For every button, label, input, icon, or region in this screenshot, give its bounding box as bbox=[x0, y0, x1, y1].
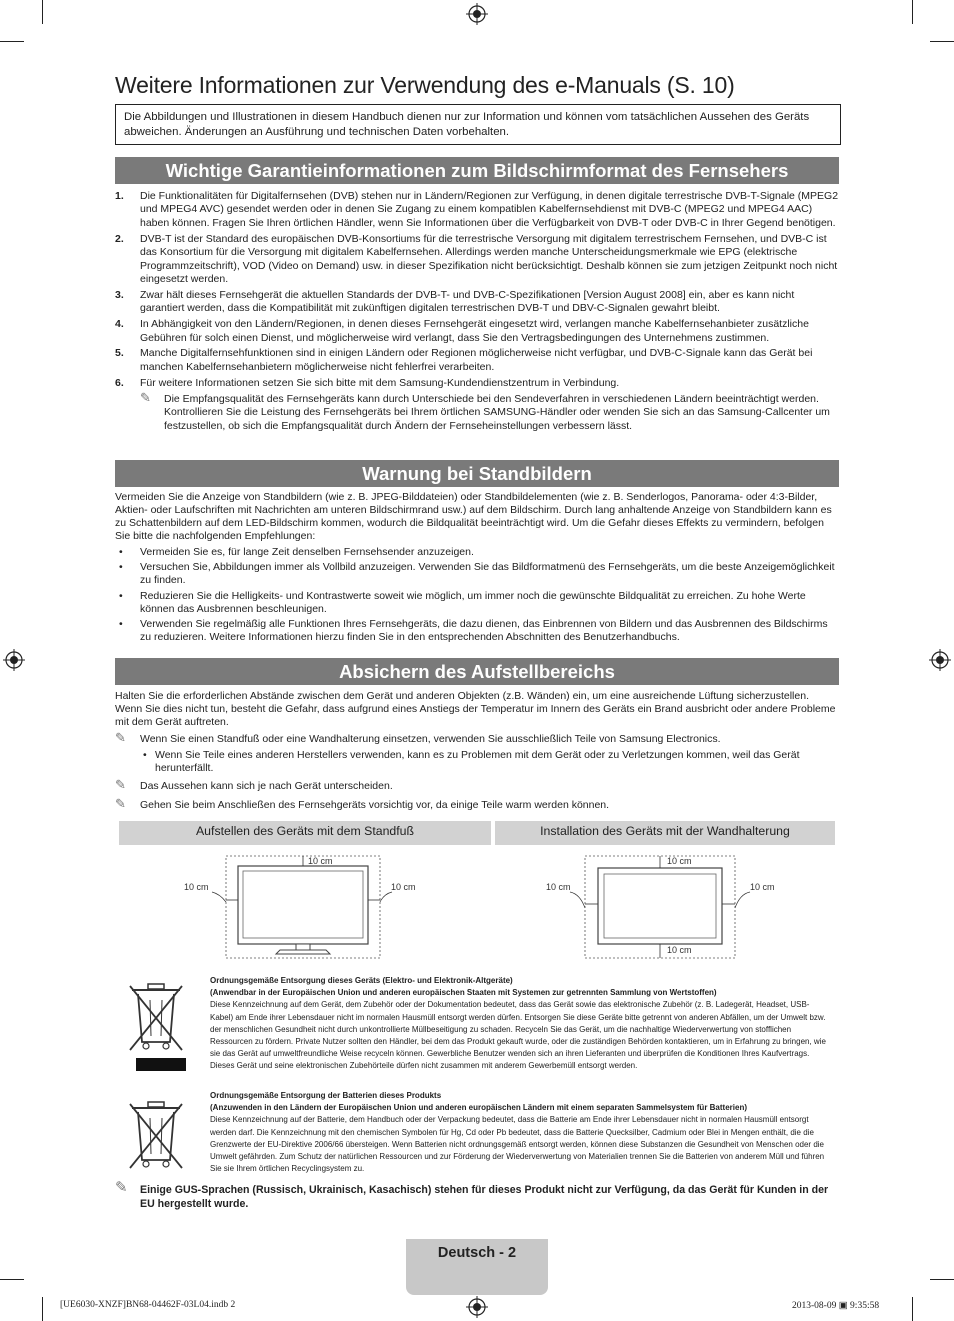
clearance-label-right: 10 cm bbox=[750, 882, 775, 892]
crop-mark bbox=[912, 0, 913, 24]
registration-mark-icon bbox=[3, 649, 25, 671]
print-slug-left: [UE6030-XNZF]BN68-04462F-03L04.indb 2 bbox=[60, 1300, 236, 1310]
pencil-note-icon: ✎ bbox=[115, 1179, 128, 1196]
crop-mark bbox=[930, 1279, 954, 1280]
crop-mark bbox=[42, 0, 43, 24]
note-item: ✎ Das Aussehen kann sich je nach Gerät unterscheiden. bbox=[115, 777, 393, 792]
registration-mark-icon bbox=[466, 3, 488, 25]
list-item: • Vermeiden Sie es, für lange Zeit denselben Fernsehsender anzuzeigen. bbox=[119, 545, 474, 558]
clearance-label-left: 10 cm bbox=[546, 882, 571, 892]
section-heading-warranty: Wichtige Garantieinformationen zum Bildschirmformat des Fernsehers bbox=[115, 157, 839, 184]
pencil-note-icon: ✎ bbox=[115, 777, 126, 792]
warranty-list bbox=[115, 190, 839, 433]
crossed-bin-battery-icon bbox=[126, 1100, 186, 1172]
section-heading-installation: Absichern des Aufstellbereichs bbox=[115, 658, 839, 685]
list-item: • Versuchen Sie, Abbildungen immer als Vollbild anzuzeigen. Verwenden Sie das Bildformatmenü des Fernsehgeräts, um die beste Anzeigemöglichkeit zu finden. bbox=[119, 561, 835, 586]
list-item: 1. Die Funktionalitäten für Digitalfernsehen (DVB) stehen nur in Ländern/Regionen zur Verfügung, in denen digitale terrestrische DVB-T-Signale (MPEG2 und MPEG4 AVC) gesendet werden oder in denen Sie Zugang zu einem kompatiblen Kabelfernsehdienst mit DVB-C (MPEG2 und MPEG4 AAC) haben können. Fragen Sie Ihren örtlichen Händler, wenn Sie Informationen über die Verfügbarkeit von DVB-T oder DVB-C in Ihrer Gegend benötigen. bbox=[115, 190, 839, 229]
page-number-label: Deutsch - 2 bbox=[437, 1245, 517, 1261]
section-heading-still-images: Warnung bei Standbildern bbox=[115, 460, 839, 487]
list-item: 4. In Abhängigkeit von den Ländern/Regionen, in denen dieses Fernsehgerät eingesetzt wird, verlangen manche Kabelfernsehanbieter zusätzliche Gebühren für solch einen Dienst, und möglicherweise wird verlangt, dass Sie den Vertragsbedingungen des Unternehmens zustimmen. bbox=[115, 318, 809, 344]
still-images-body: Vermeiden Sie die Anzeige von Standbildern (wie z. B. JPEG-Bilddateien) oder Standbildelementen (wie z. B. Senderlogos, Panorama- oder 4:3-Bilder, Aktien- oder Laufschriften mit Nachrichten am unteren Bildschirmrand usw.) auf dem Bildschirm. Durch lang anhaltende Anzeige von Standbildern kann es zu Schattenbildern auf dem LED-Bildschirm kommen, wodurch die Bildqualität beeinträchtigt wird. Um die Gefahr dieses Effekts zu vermindern, befolgen Sie bitte die nachfolgenden Empfehlungen: • Vermeiden Sie es, für lange Zeit denselben Fernsehsender anzuzeigen. • Versuchen Sie, Abbildungen immer als Vollbild anzuzeigen. Verwenden Sie das Bildformatmenü des Fernsehgeräts, um die beste Anzeigemöglichkeit zu finden. • Reduzieren Sie die Helligkeits- und Kontrastwerte soweit wie möglich, um immer noch die gewünschte Bildqualität zu erreichen. Zu hohe Werte können das Ausbrennen beschleunigen. • Verwenden Sie regelmäßig alle Funktionen Ihres Fernsehgeräts, die dazu dienen, das Einbrennen von Bildern und das Ausbrennen des Bildschirms zu reduzieren. Weitere Informationen hierzu finden Sie in den entsprechenden Abschnitten des Benutzerhandbuchs. bbox=[115, 491, 839, 644]
note-sub-item: • Wenn Sie Teile eines anderen Herstellers verwenden, kann es zu Problemen mit dem Gerät oder zu Verletzungen kommen, weil das Gerät herunterfällt. bbox=[143, 749, 800, 774]
page-title: Weitere Informationen zur Verwendung des e-Manuals (S. 10) bbox=[115, 72, 735, 98]
registration-mark-icon bbox=[466, 1296, 488, 1318]
diagram-wall-title: Installation des Geräts mit der Wandhalterung bbox=[495, 821, 835, 845]
weee-disposal-text: Ordnungsgemäße Entsorgung dieses Geräts (Elektro- und Elektronik-Altgeräte) (Anwendbar in der Europäischen Union und anderen europäischen Staaten mit Systemen zur getrennten Sammlung von Wertstoffen) Diese Kennzeichnung auf dem Gerät, dem Zubehör oder der Dokumentation bedeutet, dass das Gerät sowie das elektronische Zubehör (z. B. Ladegerät, Headset, USB-Kabel) am Ende ihrer Lebensdauer nicht im normalen Hausmüll entsorgt werden dürfen. Entsorgen Sie diese Geräte bitte getrennt von anderen Abfällen, um der Umwelt bzw. der menschlichen Gesundheit nicht durch unkontrollierte Müllbeseitigung zu schaden. Recyceln Sie das Gerät, um die nachhaltige Wiederverwertung von stofflichen Ressourcen zu fördern. Private Nutzer sollten den Händler, bei dem das Produkt gekauft wurde, oder die zuständigen Behörden kontaktieren, um in Erfahrung zu bringen, wie sie das Gerät auf umweltfreundliche Weise recyceln können. Gewerbliche Benutzer wenden sich an ihren Lieferanten und überprüfen die Konditionen Ihres Kaufvertrags. Dieses Gerät und seine elektronischen Zubehörteile dürfen nicht zusammen mit anderem Gewerbemüll entsorgt werden. bbox=[210, 976, 826, 1071]
reception-note: ✎ Die Empfangsqualität des Fernsehgeräts kann durch Unterschiede bei den Sendeverfahren in verschiedenen Ländern beeinträchtigt werden. Kontrollieren Sie die Leistung des Fernsehgeräts bei Ihrem örtlichen SAMSUNG-Händler oder wenden Sie sich an das Samsung-Callcenter um festzustellen, ob sich die Empfangsqualität durch Ändern der Fernseheinstellungen verbessern lässt. bbox=[140, 389, 830, 432]
crop-mark bbox=[0, 41, 24, 42]
installation-body: Halten Sie die erforderlichen Abstände zwischen dem Gerät und anderen Objekten (z.B. Wänden) ein, um eine ausreichende Lüftung sicherzustellen. Wenn Sie dies nicht tun, besteht die Gefahr, dass aufgrund eines Anstiegs der Temperatur im Innern des Geräts ein Brand ausbricht oder andere Probleme mit dem Gerät auftreten. ✎ Wenn Sie einen Standfuß oder eine Wandhalterung einsetzen, verwenden Sie ausschließlich Teile von Samsung Electronics. • Wenn Sie Teile eines anderen Herstellers verwenden, kann es zu Problemen mit dem Gerät oder zu Verletzungen kommen, weil das Gerät herunterfällt. ✎ Das Aussehen kann sich je nach Gerät unterscheiden. ✎ Gehen Sie beim Anschließen des Fernsehgeräts vorsichtig vor, da einige Teile warm werden können. bbox=[115, 690, 839, 812]
clearance-label-bottom: 10 cm bbox=[667, 945, 692, 955]
list-item: 3. Zwar hält dieses Fernsehgerät die aktuellen Standards der DVB-T- und DVB-C-Spezifikationen [Version August 2008] ein, aber es kann nicht garantiert werden, dass die Kompatibilität mit zukünftigen digitalen terrestrischen DVB-T und DBV-C-Signalen gewahrt bleibt. bbox=[115, 288, 795, 315]
registration-mark-icon bbox=[929, 649, 951, 671]
final-note: ✎ Einige GUS-Sprachen (Russisch, Ukrainisch, Kasachisch) stehen für dieses Produkt nicht zur Verfügung, da das Gerät für Kunden in der EU hergestellt wurde. bbox=[115, 1179, 829, 1210]
clearance-label-left: 10 cm bbox=[184, 882, 209, 892]
crossed-bin-icon bbox=[126, 980, 186, 1072]
clearance-label-right: 10 cm bbox=[391, 882, 416, 892]
list-item: • Reduzieren Sie die Helligkeits- und Kontrastwerte soweit wie möglich, um immer noch die gewünschte Bildqualität zu erreichen. Zu hohe Werte können das Ausbrennen beschleunigen. bbox=[119, 589, 806, 615]
print-slug-right: 2013-08-09 ▣ 9:35:58 bbox=[792, 1301, 880, 1311]
diagram-stand-title: Aufstellen des Geräts mit dem Standfuß bbox=[119, 821, 491, 845]
crop-mark bbox=[930, 41, 954, 42]
crop-mark bbox=[912, 1297, 913, 1321]
tv-stand-clearance-diagram bbox=[180, 852, 440, 962]
note-item: ✎ Wenn Sie einen Standfuß oder eine Wandhalterung einsetzen, verwenden Sie ausschließlich Teile von Samsung Electronics. bbox=[115, 730, 721, 745]
list-item: 2. DVB-T ist der Standard des europäischen DVB-Konsortiums für die terrestrische Versorgung mit digitalem terrestrischem Fernsehen, und DVB-C ist das Konsortium für die Versorgung mit digitalem Kabelfernsehen. Allerdings werden manche Unterscheidungsmerkmale wie EPG (elektrische Programmzeitschrift), VOD (Video on Demand) usw. in dieser Spezifikation nicht berücksichtigt. Deshalb können sie zum jetzigen Zeitpunkt noch nicht eingesetzt werden. bbox=[115, 232, 838, 285]
pencil-note-icon: ✎ bbox=[140, 389, 151, 405]
clearance-label-top: 10 cm bbox=[308, 856, 333, 866]
crop-mark bbox=[42, 1297, 43, 1321]
list-item: • Verwenden Sie regelmäßig alle Funktionen Ihres Fernsehgeräts, die dazu dienen, das Einbrennen von Bildern und das Ausbrennen des Bildschirms zu reduzieren. Weitere Informationen hierzu finden Sie in den entsprechenden Abschnitten des Benutzerhandbuchs. bbox=[119, 618, 828, 643]
crop-mark bbox=[0, 1279, 24, 1280]
list-item: 6. Für weitere Informationen setzen Sie sich bitte mit dem Samsung-Kundendienstzentrum in Verbindung. bbox=[115, 376, 620, 389]
pencil-note-icon: ✎ bbox=[115, 796, 126, 811]
battery-disposal-text: Ordnungsgemäße Entsorgung der Batterien dieses Produkts (Anzuwenden in den Ländern der Europäischen Union und anderen europäischen Ländern mit einem separaten Sammelsystem für Batterien) Diese Kennzeichnung auf der Batterie, dem Handbuch oder der Verpackung bedeutet, dass die Batterie am Ende ihrer Lebensdauer nicht in normalen Hausmüll entsorgt werden darf. Die Kennzeichnung mit den chemischen Symbolen für Hg, Cd oder Pb bedeutet, dass die Batterie Quecksilber, Cadmium oder Blei in Mengen enthält, die die Grenzwerte der EU-Direktive 2006/66 übersteigen. Wenn Batterien nicht ordnungsgemäß entsorgt werden, können diese Substanzen die Gesundheit von Menschen oder die Umwelt gefährden. Zum Schutz der natürlichen Ressourcen und zur Förderung der Wiederverwertung von Materialien trennen Sie die Batterien von anderem Müll und führen Sie sie Ihrem örtlichen Recyclingsystem zu. bbox=[210, 1091, 825, 1174]
clearance-label-top: 10 cm bbox=[667, 856, 692, 866]
note-item: ✎ Gehen Sie beim Anschließen des Fernsehgeräts vorsichtig vor, da einige Teile warm werden können. bbox=[115, 796, 610, 811]
disclaimer-box: Die Abbildungen und Illustrationen in diesem Handbuch dienen nur zur Information und können vom tatsächlichen Aussehen des Geräts abweichen. Änderungen an Ausführung und technischen Daten vorbehalten. bbox=[115, 104, 841, 145]
list-item: 5. Manche Digitalfernsehfunktionen sind in einigen Ländern oder Regionen möglicherweise nicht verfügbar, und DVB-C-Signale kann das Gerät bei manchen Kabelfernsehanbietern möglicherweise nicht fehlerfrei verarbeiten. bbox=[115, 347, 813, 373]
pencil-note-icon: ✎ bbox=[115, 730, 126, 745]
